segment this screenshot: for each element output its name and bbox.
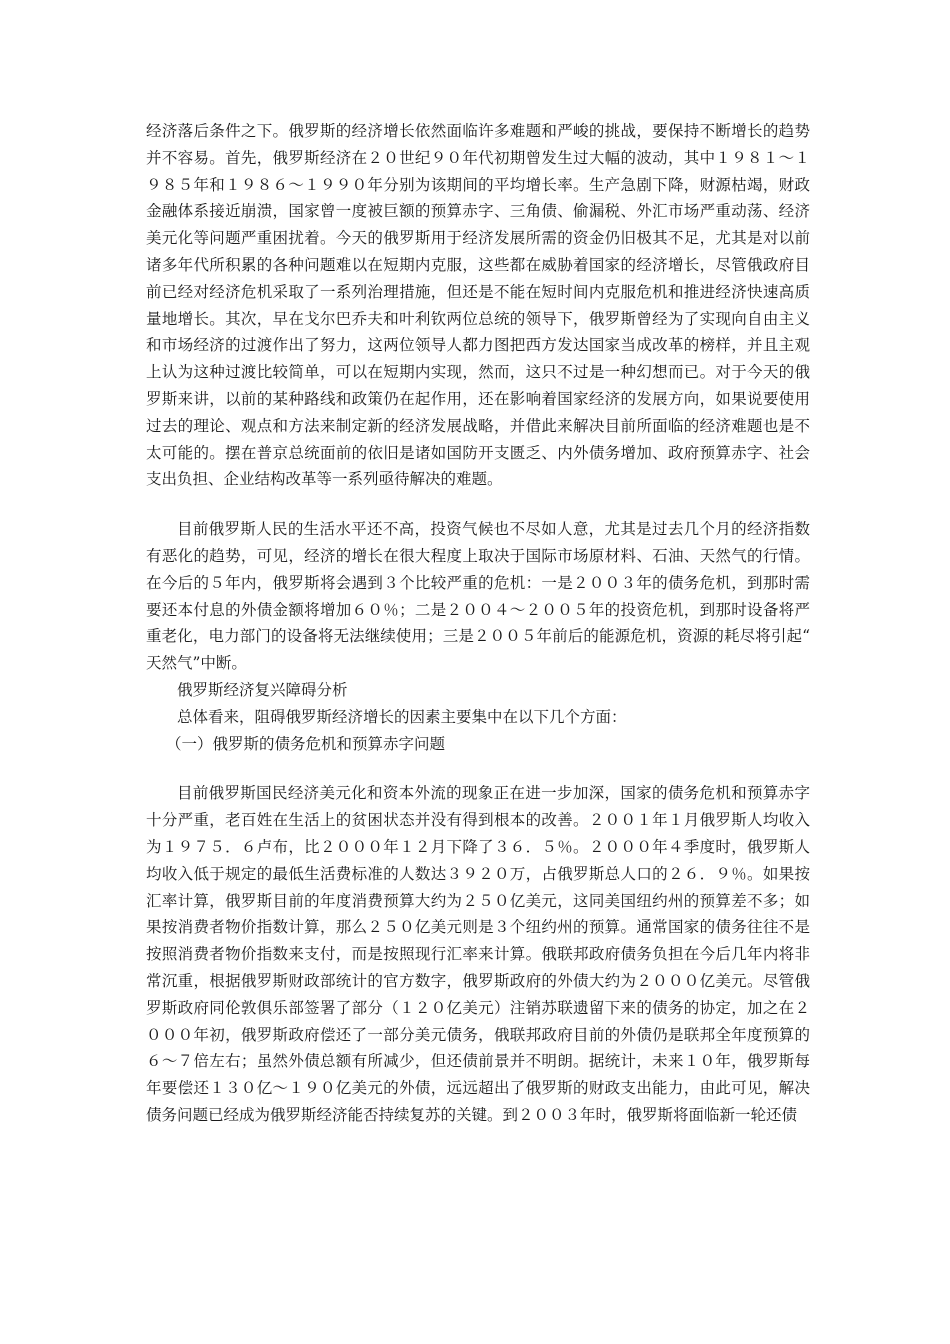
paragraph-debt-details: 目前俄罗斯国民经济美元化和资本外流的现象正在进一步加深，国家的债务危机和预算赤字十分严重，老百姓在生活上的贫困状态并没有得到根本的改善。２００１年１月俄罗斯人均收入为１９７５．６卢布，比２０００年１２月下降了３６．５％。２０００年４季度时，俄罗斯人均收入低于规定的最低生活费标准的人数达３９２０万，占俄罗斯总人口的２６．９％。如果按汇率计算，俄罗斯目前的年度消费预算大约为２５０亿美元，这同美国纽约州的预算差不多；如果按消费者物价指数计算，那么２５０亿美元则是３个纽约州的预算。通常国家的债务往往不是按照消费者物价指数来支付，而是按照现行汇率来计算。俄联邦政府债务负担在今后几年内将非常沉重，根据俄罗斯财政部统计的官方数字，俄罗斯政府的外债大约为２０００亿美元。尽管俄罗斯政府同伦敦俱乐部签署了部分（１２０亿美元）注销苏联遗留下来的债务的协定，加之在２０００年初，俄罗斯政府偿还了一部分美元债务，俄联邦政府目前的外债仍是联邦全年度预算的６～７倍左右；虽然外债总额有所减少，但还债前景并不明朗。据统计，未来１０年，俄罗斯每年要偿还１３０亿～１９０亿美元的外债，远远超出了俄罗斯的财政支出能力，由此可见，解决债务问题已经成为俄罗斯经济能否持续复苏的关键。到２００３年时，俄罗斯将面临新一轮还债 — [146, 784, 810, 1124]
subheading-debt-crisis: （一）俄罗斯的债务危机和预算赤字问题 — [166, 734, 446, 753]
paragraph-economic-challenges: 经济落后条件之下。俄罗斯的经济增长依然面临许多难题和严峻的挑战，要保持不断增长的趋势并不容易。首先，俄罗斯经济在２０世纪９０年代初期曾发生过大幅的波动，其中１９８１～１９８５年和１９８６～１９９０年分别为该期间的平均增长率。生产急剧下降，财源枯竭，财政金融体系接近崩溃，国家曾一度被巨额的预算赤字、三角债、偷漏税、外汇市场严重动荡、经济美元化等问题严重困扰着。今天的俄罗斯用于经济发展所需的资金仍旧极其不足，尤其是对以前诸多年代所积累的各种问题难以在短期内克服，这些都在威胁着国家的经济增长，尽管俄政府目前已经对经济危机采取了一系列治理措施，但还是不能在短时间内克服危机和推进经济快速高质量地增长。其次，早在戈尔巴乔夫和叶利钦两位总统的领导下，俄罗斯曾经为了实现向自由主义和市场经济的过渡作出了努力，这两位领导人都力图把西方发达国家当成改革的榜样，并且主观上认为这种过渡比较简单，可以在短期内实现，然而，这只不过是一种幻想而已。对于今天的俄罗斯来讲，以前的某种路线和政策仍在起作用，还在影响着国家经济的发展方向，如果说要使用过去的理论、观点和方法来制定新的经济发展战略，并借此来解决目前所面临的经济难题也是不太可能的。摆在普京总统面前的依旧是诸如国防开支匮乏、内外债务增加、政府预算赤字、社会支出负担、企业结构改革等一系列亟待解决的难题。 — [146, 122, 810, 489]
paragraph-three-crises: 目前俄罗斯人民的生活水平还不高，投资气候也不尽如人意，尤其是过去几个月的经济指数有恶化的趋势，可见，经济的增长在很大程度上取决于国际市场原材料、石油、天然气的行情。在今后的５年内，俄罗斯将会遇到３个比较严重的危机：一是２００３年的债务危机，到那时需要还本付息的外债金额将增加６０％；二是２００４～２００５年的投资危机，到那时设备将严重老化，电力部门的设备将无法继续使用；三是２００５年前后的能源危机，资源的耗尽将引起“天然气”中断。 — [146, 520, 810, 673]
document-body — [146, 118, 810, 1129]
paragraph-overview: 总体看来，阻碍俄罗斯经济增长的因素主要集中在以下几个方面： — [177, 707, 627, 726]
section-heading-obstacles: 俄罗斯经济复兴障碍分析 — [177, 680, 348, 699]
